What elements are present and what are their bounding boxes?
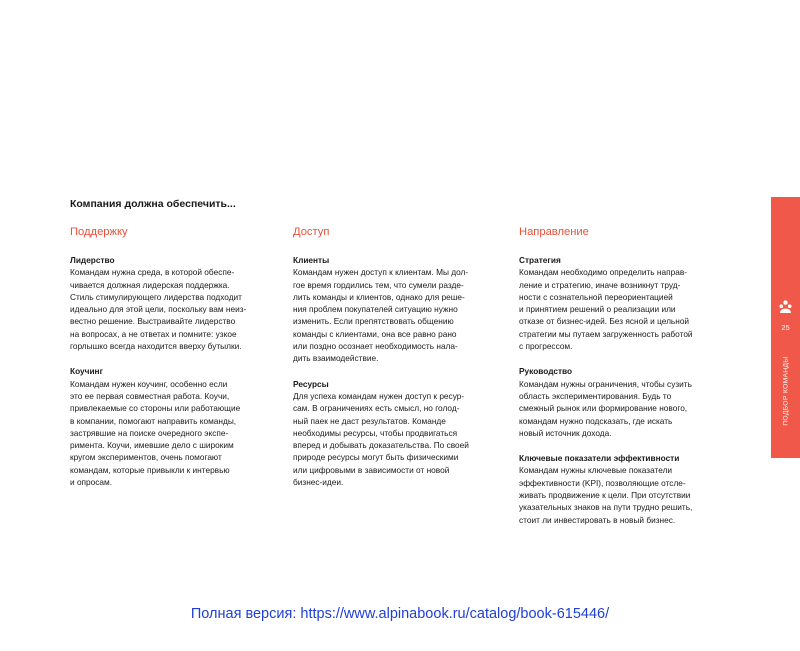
section-kpi	[519, 452, 733, 526]
column-title: Направление	[519, 226, 589, 238]
page-number: 25	[781, 323, 790, 332]
column-support	[70, 225, 278, 501]
section-body: Командам нужен доступ к клиентам. Мы дол- гое время гордились тем, что сумели разде- лить команды и клиентов, однако для реше- ния проблем покупателей ситуацию нужно изменить. Если препятствовать общению команды с клиентами, она все равно рано или поздно осознает необходимость нала- дить взаимодействие.	[293, 267, 469, 364]
section-leadership	[70, 254, 278, 352]
section-resources	[293, 378, 505, 489]
section-title: Ключевые показатели эффективности	[519, 453, 680, 464]
section-body: Командам необходимо определить направ- ление и стратегию, иначе возникнут труд- ности с сознательной переориентацией и принятием решений о реализации или отказе от бизнес-идей. Без ясной и цельной стратегии мы путаем загруженность работой с прогрессом.	[519, 267, 693, 352]
section-body: Командам нужны ключевые показатели эффективности (KPI), позволяющие отсле- живать продвижение к цели. При отсутствии указательных знаков на пути трудно решить, стоит ли инвестировать в новый бизнес.	[519, 465, 693, 525]
chapter-side-tab	[771, 197, 800, 458]
section-body: Командам нужна среда, в которой обеспе- чивается должная лидерская поддержка. Стиль стимулирующего лидерства подходит идеально для этой цели, поскольку вам неиз- вестно решение. Выстраивайте лидерство на вопросах, а не ответах и помните: узкое горлышко всегда находится вверху бутылки.	[70, 267, 247, 352]
section-clients	[293, 254, 505, 365]
section-title: Стратегия	[519, 255, 561, 265]
section-title: Коучинг	[70, 366, 104, 377]
section-guidance	[519, 365, 733, 439]
section-title: Ресурсы	[293, 378, 329, 389]
section-strategy	[519, 254, 733, 352]
full-version-link[interactable]: Полная версия: https://www.alpinabook.ru/catalog/book-615446/	[190, 606, 610, 622]
column-direction	[519, 225, 733, 539]
team-icon	[779, 300, 792, 314]
column-title: Доступ	[293, 226, 330, 238]
column-title: Поддержку	[70, 226, 128, 238]
section-coaching	[70, 365, 278, 488]
section-body: Командам нужны ограничения, чтобы сузить область экспериментирования. Будь то смежный рынок или формирование нового, командам нужно подсказать, где искать новый источник дохода.	[519, 378, 692, 438]
column-access	[293, 225, 505, 501]
section-title: Клиенты	[293, 255, 330, 265]
section-title: Лидерство	[70, 255, 115, 265]
section-body: Командам нужен коучинг, особенно если это ее первая совместная работа. Коучи, привлекаемые со стороны или работающие в компании, помогают направить команды, застрявшие на поиске очередного экспе- римента. Коучи, имевшие дело с широким кругом экспериментов, очень помогают командам, которые привыкли к интервью и опросам.	[70, 378, 241, 488]
section-body: Для успеха командам нужен доступ к ресур- сам. В ограничениях есть смысл, но голод- ный паек не даст результатов. Команде необходимы ресурсы, чтобы продвигаться вперед и добывать доказательства. По своей природе ресурсы могут быть физическими или цифровыми в зависимости от новой бизнес-идеи.	[293, 390, 469, 488]
page-title: Компания должна обеспечить...	[70, 198, 236, 210]
section-title: Руководство	[519, 366, 573, 377]
chapter-label: ПОДБОР КОМАНДЫ	[782, 356, 789, 426]
